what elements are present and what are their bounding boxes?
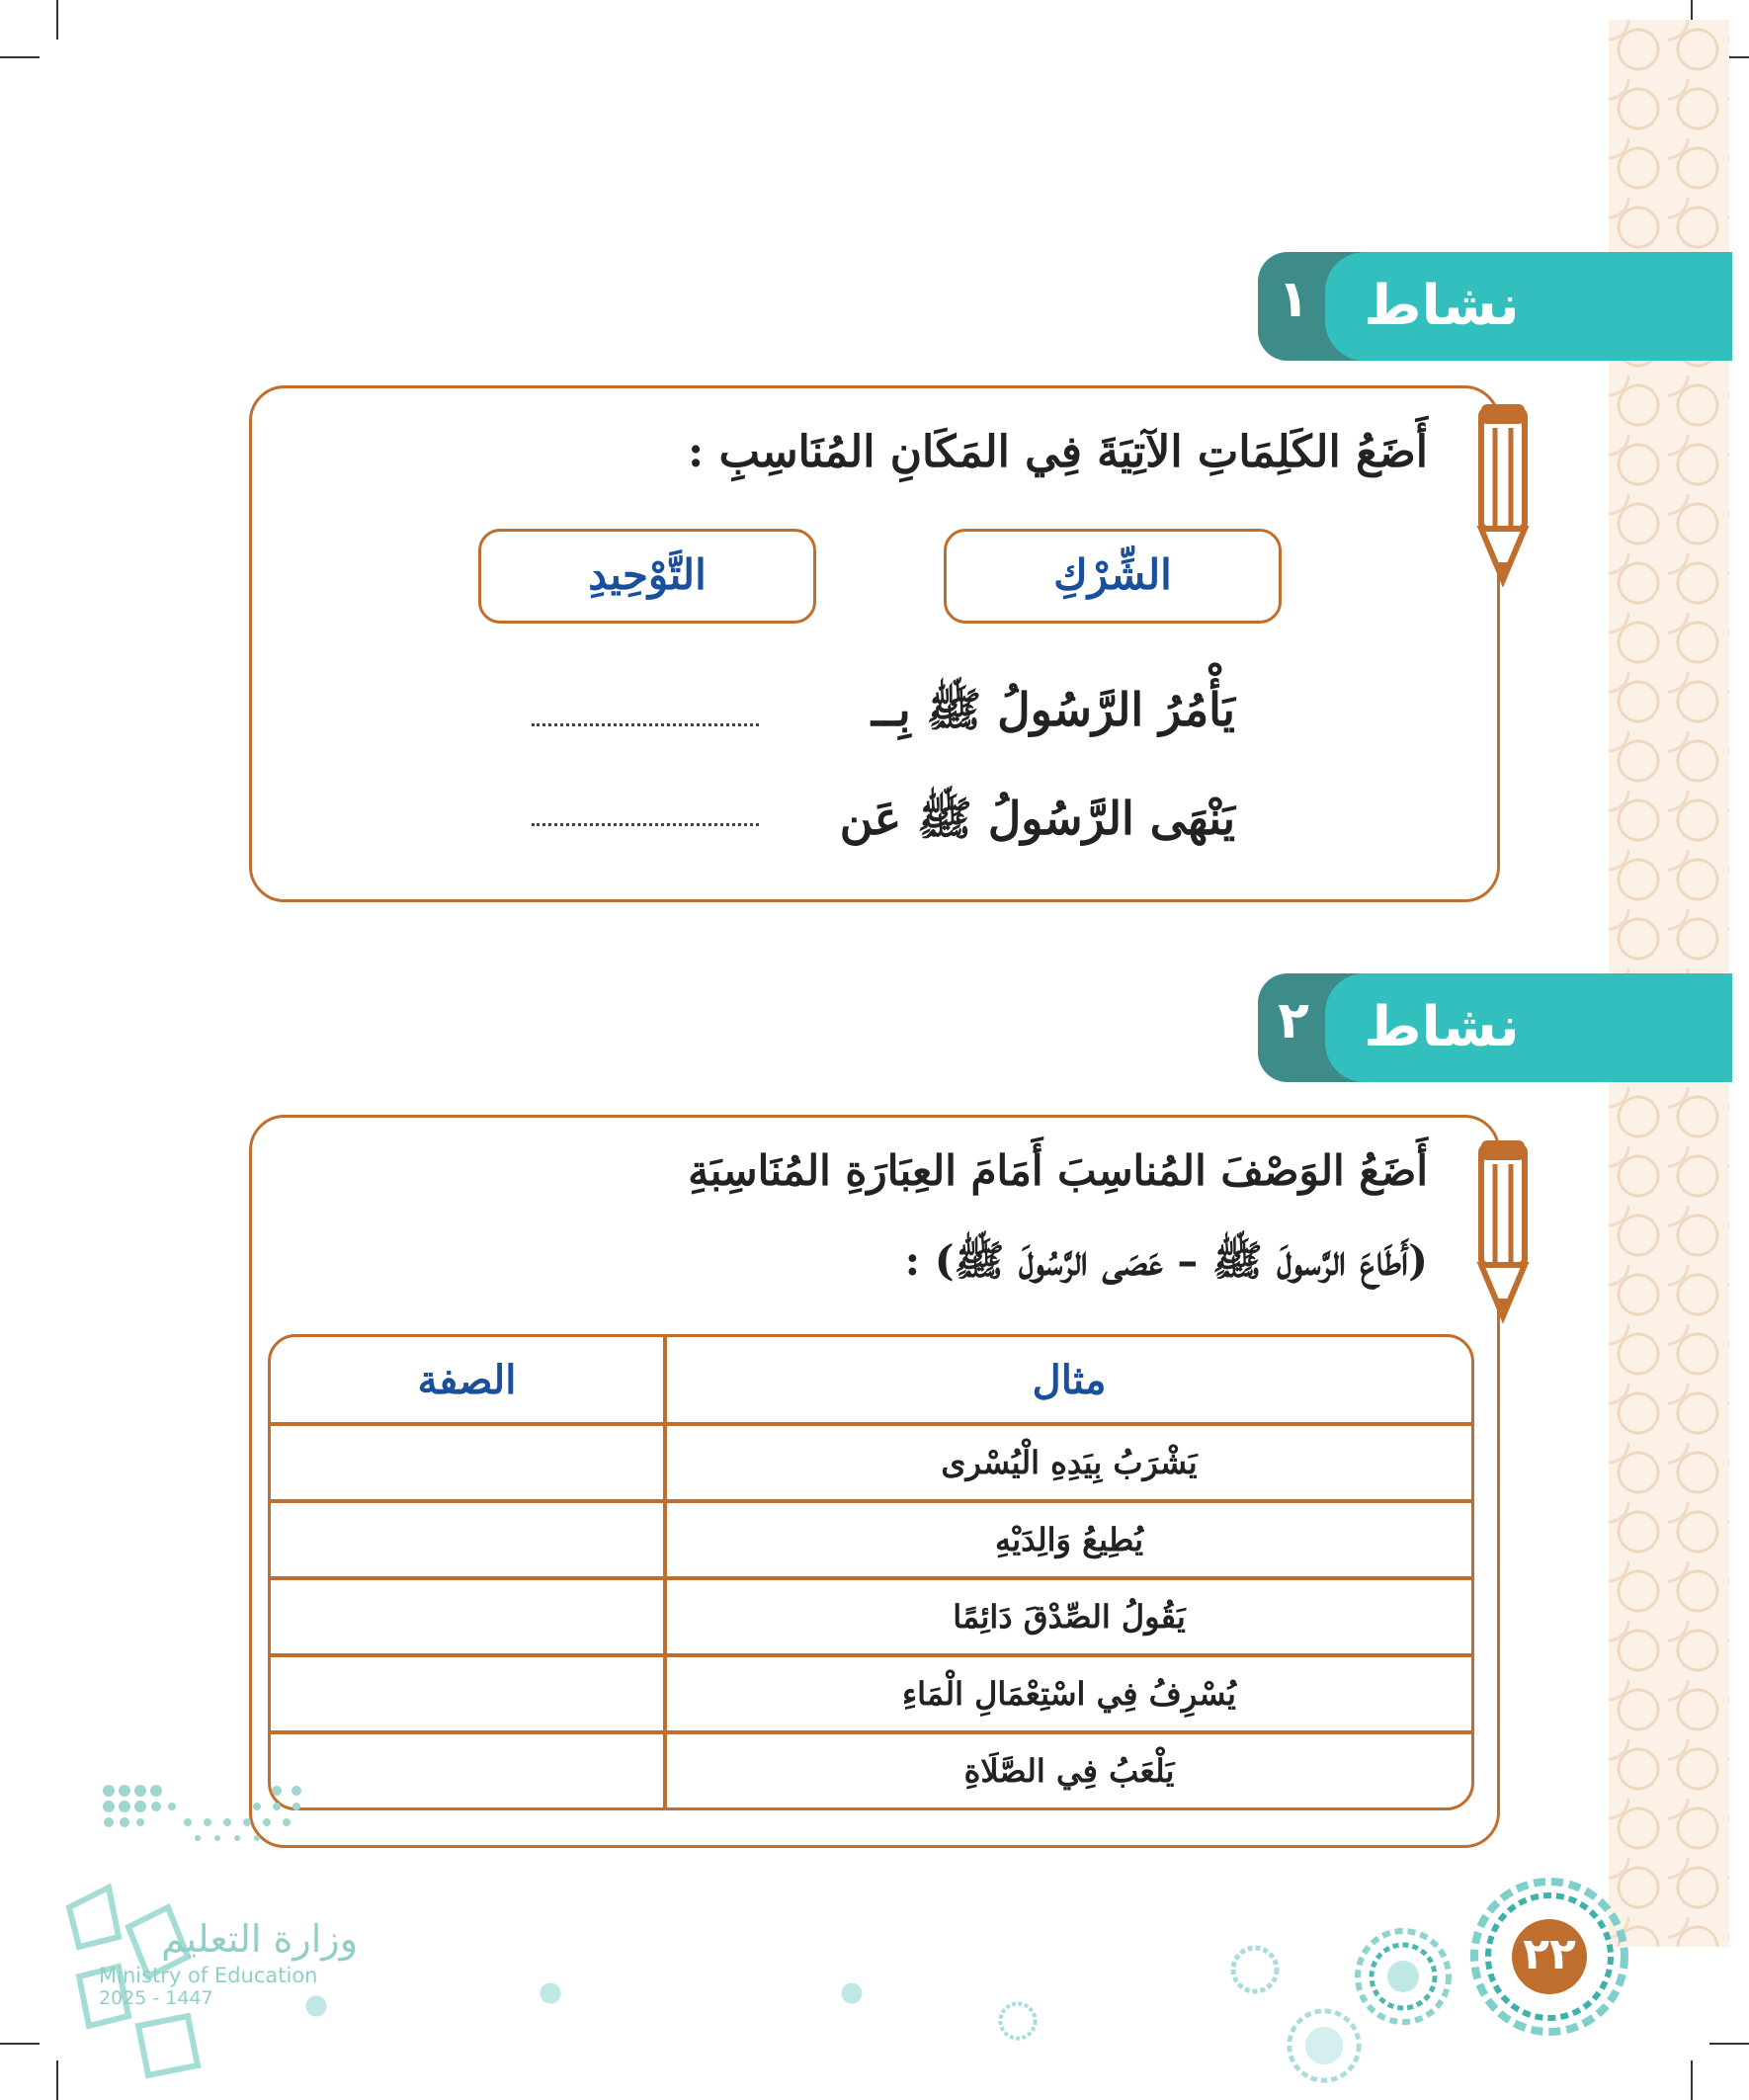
activity2-instruction-line2: (أَطَاعَ الرَّسولَ ﷺ – عَصَى الرَّسُولَ ﷺ) : <box>904 1236 1428 1285</box>
crop-mark <box>0 2043 40 2045</box>
page-number-badge <box>1470 1878 1628 2036</box>
crop-mark <box>0 56 40 58</box>
answer-cell[interactable] <box>271 1503 663 1580</box>
header-description: الصفة <box>271 1337 663 1426</box>
page-number: ٢٢ <box>1523 1929 1576 1979</box>
flower-ornament-icon <box>1285 2006 1364 2085</box>
answer-cell[interactable] <box>271 1426 663 1503</box>
flower-ornament-icon <box>998 2001 1038 2041</box>
example-cell: يُسْرِفُ فِي اسْتِعْمَالِ الْمَاءِ <box>663 1657 1471 1734</box>
sentence-commands: يَأْمُرُ الرَّسُولُ ﷺ بِــ <box>871 683 1235 736</box>
answer-cell[interactable] <box>271 1580 663 1657</box>
activity-title: نشاط <box>1364 995 1520 1059</box>
crop-mark <box>56 0 58 40</box>
flower-ornament-icon <box>539 1981 562 2005</box>
ministry-name-english: Ministry of Education <box>99 1964 318 1987</box>
word-card-tawheed[interactable]: التَّوْحِيدِ <box>478 529 816 624</box>
table-row <box>271 1657 1471 1734</box>
ministry-name-arabic: وزارة التعليم <box>161 1917 358 1961</box>
answer-blank-2[interactable] <box>532 823 759 826</box>
table-row <box>271 1503 1471 1580</box>
example-cell: يَلْعَبُ فِي الصَّلَاةِ <box>663 1734 1471 1807</box>
table-header-row <box>271 1337 1471 1426</box>
ministry-logo <box>49 1779 358 2075</box>
activity-number: ١ <box>1278 270 1309 329</box>
ministry-year: 2025 - 1447 <box>99 1987 213 2009</box>
activity2-instruction-line1: أَضَعُ الوَصْفَ المُناسِبَ أَمَامَ العِبَارَةِ المُنَاسِبَةِ <box>688 1146 1428 1195</box>
matching-table <box>268 1334 1474 1810</box>
crop-mark <box>1709 2043 1749 2045</box>
flower-ornament-icon <box>1354 1927 1453 2026</box>
sentence-forbids: يَنْهَى الرَّسُولُ ﷺ عَن <box>839 792 1235 845</box>
crop-mark <box>1691 2060 1693 2100</box>
activity2-banner <box>1258 973 1732 1082</box>
pencil-icon <box>1475 400 1531 588</box>
answer-blank-1[interactable] <box>532 723 759 726</box>
answer-cell[interactable] <box>271 1657 663 1734</box>
word-card-shirk[interactable]: الشِّرْكِ <box>944 529 1282 624</box>
example-cell: يَشْرَبُ بِيَدِهِ الْيُسْرى <box>663 1426 1471 1503</box>
flower-ornament-icon <box>1230 1945 1280 1994</box>
activity-title: نشاط <box>1364 274 1520 338</box>
header-example: مثال <box>663 1337 1471 1426</box>
flower-ornament-icon <box>840 1981 864 2005</box>
table-row <box>271 1734 1471 1807</box>
pencil-icon <box>1475 1136 1531 1324</box>
activity-number: ٢ <box>1278 991 1309 1050</box>
table-row <box>271 1580 1471 1657</box>
activity1-banner <box>1258 252 1732 361</box>
table-row <box>271 1426 1471 1503</box>
example-cell: يَقُولُ الصِّدْقَ دَائِمًا <box>663 1580 1471 1657</box>
activity1-instruction: أَضَعُ الكَلِمَاتِ الآتِيَةَ فِي المَكَانِ المُنَاسِبِ : <box>688 427 1428 477</box>
example-cell: يُطِيعُ وَالِدَيْهِ <box>663 1503 1471 1580</box>
